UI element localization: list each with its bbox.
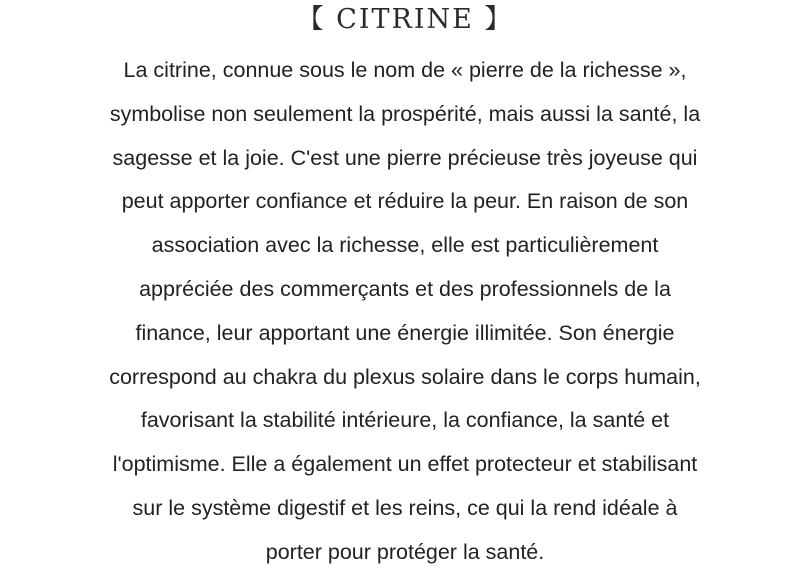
- description-line: sagesse et la joie. C'est une pierre précieuse très joyeuse qui: [112, 145, 698, 170]
- description-line: sur le système digestif et les reins, ce qui la rend idéale à: [132, 495, 678, 520]
- description-paragraph: [40, 49, 770, 575]
- description-line: symbolise non seulement la prospérité, mais aussi la santé, la: [109, 101, 701, 126]
- description-line: association avec la richesse, elle est particulièrement: [151, 233, 659, 258]
- description-line: correspond au chakra du plexus solaire dans le corps humain,: [109, 364, 701, 389]
- description-line: appréciée des commerçants et des professionnels de la: [139, 276, 671, 301]
- description-line: finance, leur apportant une énergie illimitée. Son énergie: [135, 320, 675, 345]
- description-line: peut apporter confiance et réduire la peur. En raison de son: [121, 189, 689, 214]
- page-title: 【 CITRINE 】: [296, 4, 514, 35]
- description-line: l'optimisme. Elle a également un effet protecteur et stabilisant: [112, 452, 698, 477]
- description-line: porter pour protéger la santé.: [265, 539, 545, 564]
- description-line: favorisant la stabilité intérieure, la confiance, la santé et: [140, 408, 670, 433]
- description-line: La citrine, connue sous le nom de « pierre de la richesse »,: [123, 58, 687, 82]
